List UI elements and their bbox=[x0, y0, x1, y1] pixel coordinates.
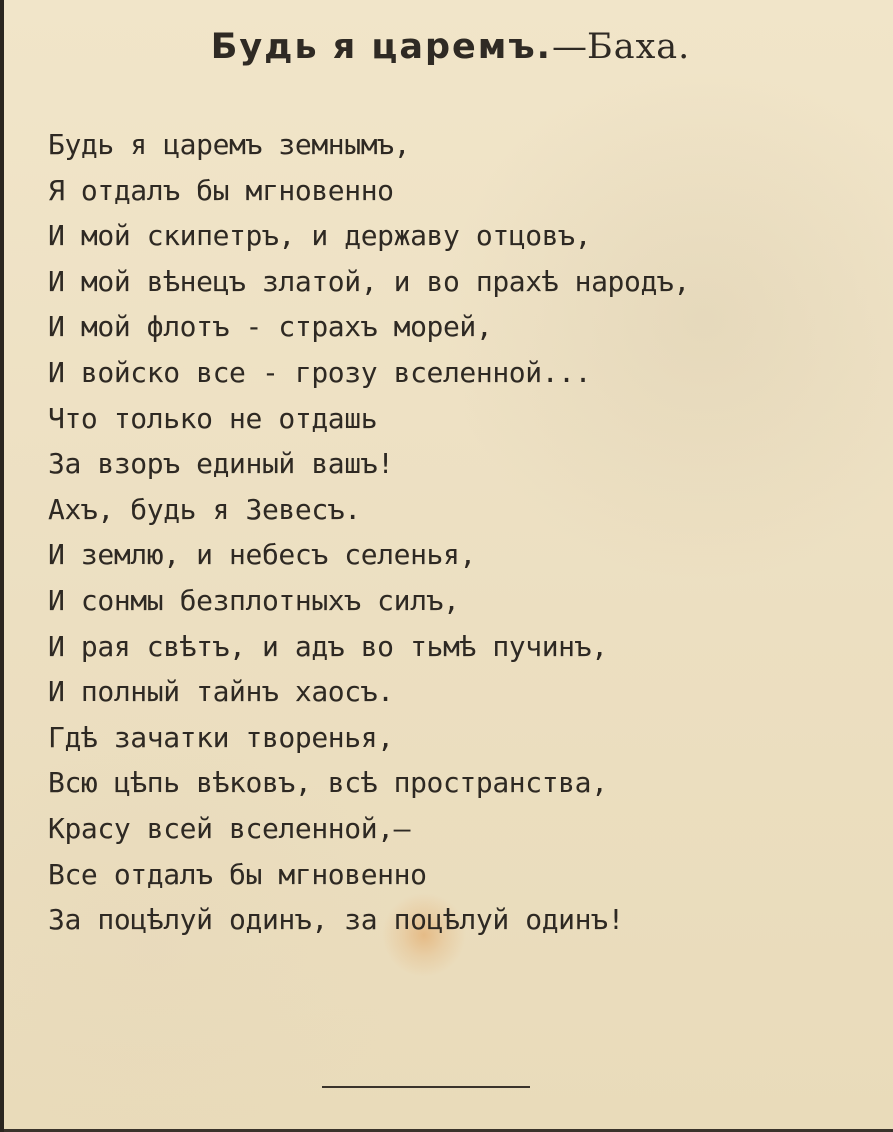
title-dash: — bbox=[551, 27, 587, 67]
poem-title bbox=[4, 28, 893, 67]
poem-line: И мой флотъ - страхъ морей, bbox=[48, 310, 493, 344]
poem-line: Гдѣ зачатки творенья, bbox=[48, 720, 394, 754]
poem-line: И сонмы безплотныхъ силъ, bbox=[48, 583, 460, 617]
poem-text bbox=[48, 122, 888, 943]
poem-line: И войско все - грозу вселенной... bbox=[48, 355, 592, 389]
poem-line: И землю, и небесъ селенья, bbox=[48, 538, 476, 572]
poem-line: Будь я царемъ земнымъ, bbox=[48, 128, 411, 161]
poem-line: И мой скипетръ, и державу отцовъ, bbox=[48, 219, 592, 253]
poem-line: И мой вѣнецъ златой, и во прахѣ народъ, bbox=[48, 264, 690, 298]
poem-line: И полный тайнъ хаосъ. bbox=[48, 675, 394, 709]
poem-line: Всю цѣпь вѣковъ, всѣ пространства, bbox=[48, 766, 608, 800]
poem-line: Я отдалъ бы мгновенно bbox=[48, 173, 394, 207]
poem-line: Ахъ, будь я Зевесъ. bbox=[48, 492, 361, 526]
poem-line: Красу всей вселенной,— bbox=[48, 811, 411, 845]
title-main: Будь я царемъ. bbox=[210, 27, 552, 67]
poem-line: Все отдалъ бы мгновенно bbox=[48, 857, 427, 891]
poem-line: За поцѣлуй одинъ, за поцѣлуй одинъ! bbox=[48, 903, 625, 937]
poem-line: Что только не отдашь bbox=[48, 401, 378, 435]
poem-line: И рая свѣтъ, и адъ во тьмѣ пучинъ, bbox=[48, 629, 608, 663]
section-divider bbox=[322, 1086, 530, 1088]
poem-line: За взоръ единый вашъ! bbox=[48, 447, 394, 481]
title-author: Баха. bbox=[586, 27, 691, 67]
